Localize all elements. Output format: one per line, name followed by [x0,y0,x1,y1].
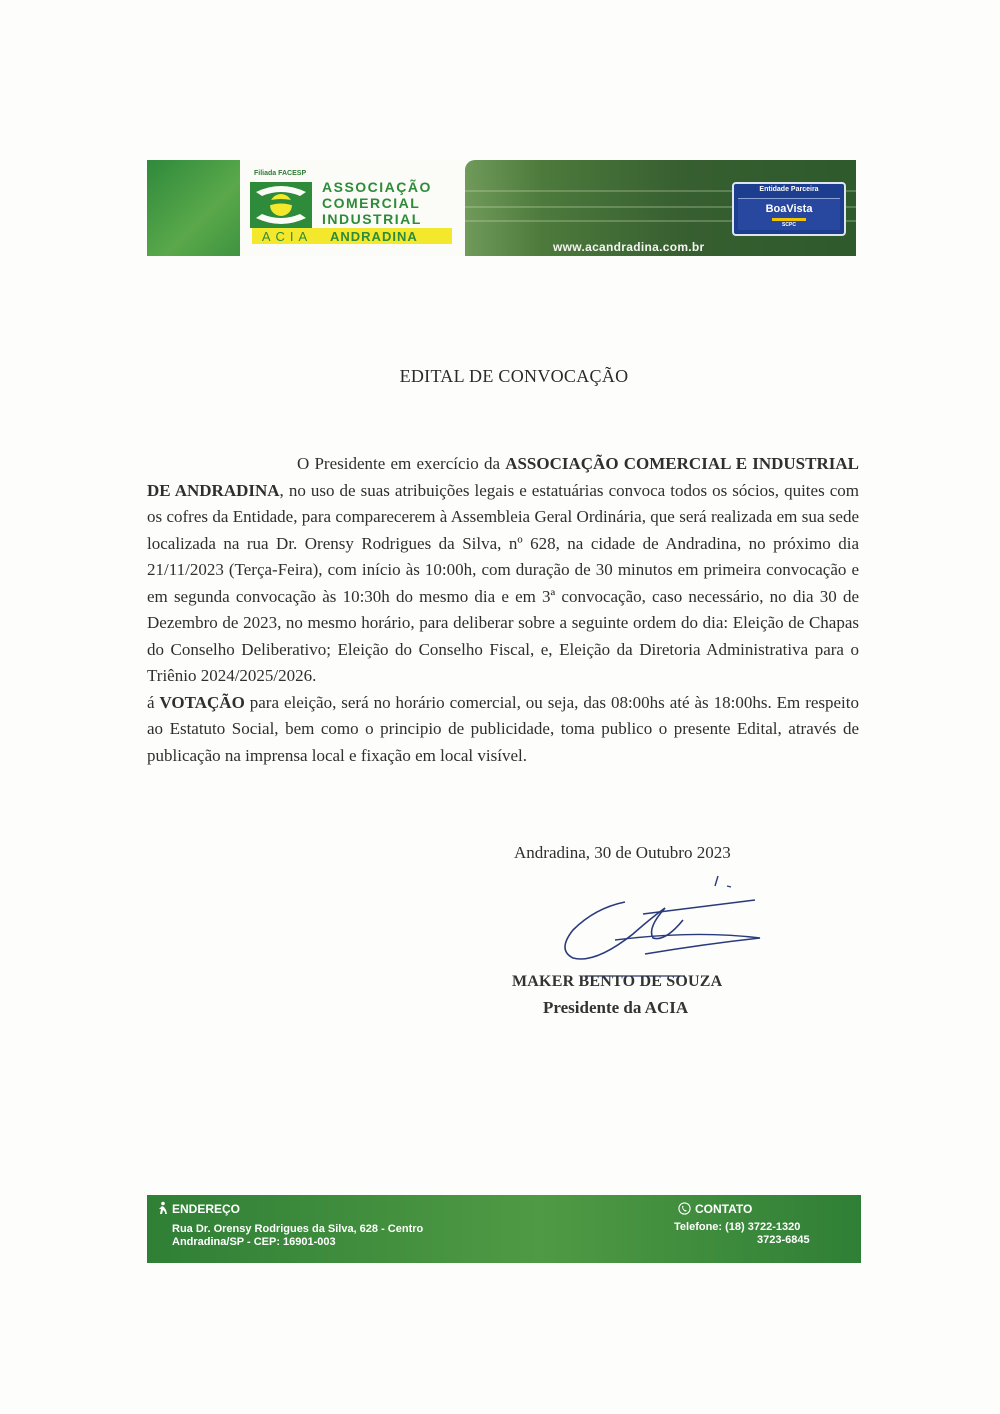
partner-sub: SCPC [782,222,796,228]
para2-body: para eleição, será no horário comercial, ou seja, das 08:00hs até às 18:00hs. Em respeito ao Estatuto Social, bem como o principio de publicidade, toma publico o presente Edital, através de publicação na imprensa local e fixação em local visível. [147,692,860,765]
assoc-line-1: ASSOCIAÇÃO [322,179,432,195]
association-name: ASSOCIAÇÃO COMERCIAL E INDUSTRIAL DE ANDRADINA [147,454,859,500]
person-walking-icon [155,1201,169,1215]
banner-green-block [147,160,240,256]
votacao-word: VOTAÇÃO [159,692,245,712]
acia-acronym: ACIA [261,228,313,244]
acia-emblem-icon [250,182,312,228]
website-url: www.acandradina.com.br [553,240,705,254]
para1-body: , no uso de suas atribuições legais e estatuárias convoca todos os sócios, quites com os cofres da Entidade, para comparecerem à Assembleia Geral Ordinária, que será realizada em sua sede localizada na rua Dr. Orensy Rodrigues da Silva, nº 628, na cidade de Andradina, no próximo dia 21/11/2023 (Terça-Feira), com início às 10:00h, com duração de 30 minutos em primeira convocação e em segunda convocação às 10:30h do mesmo dia e em 3ª convocação, caso necessário, no dia 30 de Dezembro de 2023, no mesmo horário, para deliberar sobre a seguinte ordem do dia: Eleição de Chapas do Conselho Deliberativo; Eleição do Conselho Fiscal, e, Eleição da Diretoria Administrativa para o Triênio 2024/2025/2026. [147,480,859,685]
paragraph-convocation [147,451,859,690]
handwritten-signature-icon [555,868,770,978]
header-photo-band [465,160,856,256]
letterhead-footer [147,1195,861,1263]
address-line-1: Rua Dr. Orensy Rodrigues da Silva, 628 - Centro [172,1223,424,1235]
partner-panel [738,198,840,230]
acia-city: ANDRADINA [330,228,418,244]
filiada-label: Filiada FACESP [254,170,307,177]
signer-name: MAKER BENTO DE SOUZA [512,973,723,990]
partner-name: BoaVista [765,203,813,215]
acia-strip [252,228,452,244]
date-line: Andradina, 30 de Outubro 2023 [514,843,731,862]
phone-line-1: Telefone: (18) 3722-1320 [674,1221,801,1233]
assoc-line-3: INDUSTRIAL [322,211,422,227]
boavista-partner-badge [732,182,846,236]
address-line-2: Andradina/SP - CEP: 16901-003 [172,1236,336,1248]
address-title: ENDEREÇO [172,1202,241,1216]
document-title: EDITAL DE CONVOCAÇÃO [399,366,629,386]
para2-intro: á [147,692,160,712]
partner-tag: Entidade Parceira [759,186,819,193]
phone-icon [678,1202,691,1215]
signer-role: Presidente da ACIA [543,998,689,1017]
acia-logo [240,160,470,256]
contact-title: CONTATO [695,1202,753,1216]
paragraph-voting [147,690,859,770]
phone-line-2: 3723-6845 [757,1234,810,1246]
para1-intro: O Presidente em exercício da [297,454,506,473]
letterhead-banner [147,160,856,258]
document-body [147,451,859,769]
partner-bar [772,218,806,221]
assoc-line-2: COMERCIAL [322,195,421,211]
